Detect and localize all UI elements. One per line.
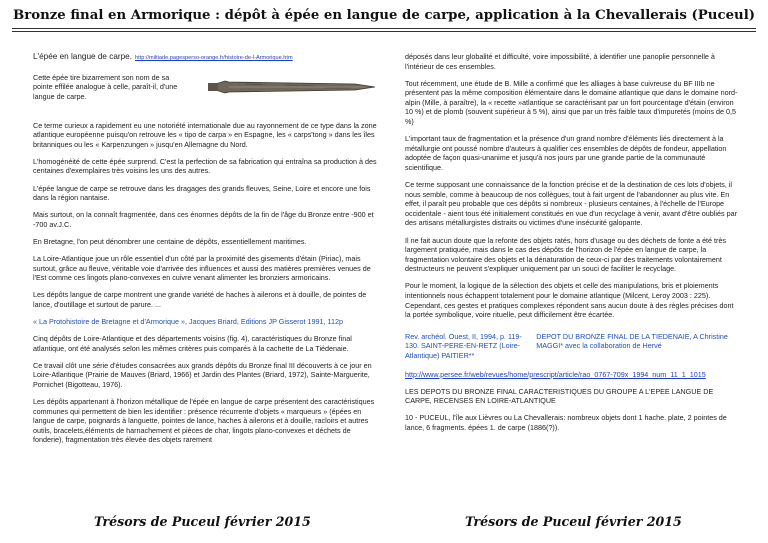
sword-name-paragraph: Cette épée tire bizarrement son nom de sa pointe effilée analogue à celle, paraît-il, d'une langue de carpe. (33, 72, 178, 101)
right-column (405, 52, 741, 440)
term-paragraph: Ce terme curieux a rapidement eu une notoriété internationale due au rayonnement de ce type dans la zone atlantique européenne puisqu'on retrouve les « tipo de carpa » en Espagne, les « carps'tong » dans les îles britanniques ou les « Karpenzungen » jusqu'en Allemagne du Nord. (33, 120, 377, 149)
citation: « La Protohistoire de Bretagne et d'Armorique », Jacques Briard, Editions JP Gisserot 1991, 112p (33, 317, 343, 326)
page-title: Bronze final en Armorique : dépôt à épée en langue de carpe, application à la Chevallerais (Puceul) (12, 8, 756, 23)
reference-title: DEPOT DU BRONZE FINAL DE LA TIEDENAIE, A Christine MAGGI* avec la collaboration de Hervé (536, 331, 728, 351)
title-rule-top (12, 28, 756, 29)
reference-journal: Rev. archéol. Ouest, II, 1994, p. 119-130. SAINT-PERE-EN-RETZ (Loire-Atlantique) PAITIER** (405, 331, 522, 360)
footer-left: Trésors de Puceul février 2015 (94, 514, 311, 529)
puceul-paragraph: 10 - PUCEUL, l'île aux Lièvres ou La Chevallerais: nombreux objets dont 1 hache. plate, 2 pointes de lance, 6 fragments. épées 1. de carpe (1886(?)). (405, 413, 727, 432)
homogeneity-paragraph: L'homogénéité de cette épée surprend. C'est la perfection de sa fabrication qui entraîna sa production à des centaines d'exemplaires très voisins les uns des autres. (33, 156, 377, 176)
fragmented-paragraph: Mais surtout, on la connaît fragmentée, dans ces énormes dépôts de la fin de l'âge du Bronze entre -900 et -700 av.J.C. (33, 210, 374, 229)
loire-paragraph: La Loire-Atlantique joue un rôle essentiel d'un côté par la proximité des gisements d'étain (Piriac), mais surtout, grâce au fleuve, véritable voie d'arrivée des influences et aussi des matières premières venues de l'Est comme ces lingots plano-convexes en cuivre venant alimenter les bronziers armoricains. (33, 254, 371, 283)
cinq-paragraph: Cinq dépôts de Loire-Atlantique et des départements voisins (fig. 4), caractéristiques du Bronze final atlantique, ont été analysés selon les mêmes critères puis comparés à la cachette de La Tiédenaie. (33, 334, 352, 353)
dredging-paragraph: L'épée langue de carpe se retrouve dans les dragages des grands fleuves, Seine, Loire et encore une fois dans la région nantaise. (33, 183, 371, 203)
travail-paragraph: Ce travail clôt une série d'études consacrées aux grands dépôts du Bronze final III découverts à ce jour en Loire-Atlantique (Prairie de Mauves (Briard, 1966) et Jardin des Plantes (Briard, 1972), Sainte-Marguerite, Pornichet (Bigotteau, 1976). (33, 360, 372, 389)
mille-paragraph: Tout récemment, une étude de B. Mille a confirmé que les alliages à base cuivreuse du BF IIIb ne présentent pas la même composition élémentaire dans le domaine atlantique que dans le domaine nord-alpin (Mille, à paraître), la « recette »atlantique se caractérisant par un fort pourcentage d'étain (environ 10 %) et de plomb (souvent supérieur à 5 %), ainsi que par un très faible taux d'impuretés (moins de 0,5 %) (405, 78, 738, 127)
intro-line (33, 52, 377, 64)
persee-link[interactable]: http://www.persee.fr/web/revues/home/prescript/article/rao_0767-709x_1994_num_11_1_1015 (405, 369, 706, 379)
intro-link[interactable]: http://miltiade.pagesperso-orange.fr/histoire-de-l-Armorique.htm (135, 55, 293, 61)
footer-right: Trésors de Puceul février 2015 (465, 514, 682, 529)
depots-title-paragraph: LES DEPOTS DU BRONZE FINAL CARACTERISTIQUES DU GROUPE A L'EPEE LANGUE DE CARPE, RECENSES EN LOIRE-ATLANTIQUE (405, 386, 714, 406)
intro-label: L'épée en langue de carpe. (33, 52, 132, 61)
reference-row (405, 332, 741, 361)
sword-image (205, 67, 377, 107)
title-rule-bottom (12, 31, 756, 32)
continuation-paragraph: déposés dans leur globalité et difficulté, voire impossibilité, à identifier une panoplie personnelle à l'intérieur de ces ensembles. (405, 52, 715, 71)
horizon-paragraph: Les dépôts appartenant à l'horizon métallique de l'épée en langue de carpe présentent des caractéristiques communes qui permettent de bien les identifier : présence récurrente d'objets « marqueurs » (épées en langue de carpe, poignards à languette, pointes de lance, haches à ailerons et à douille, racloirs et autres outils, bracelets,éléments de harnachement et pièces de char, lingots plano-convexes et déchets de fonderie), fragmentation très élevée des objets rarement (33, 397, 375, 445)
left-column (33, 52, 377, 453)
fragmentation-paragraph: L'important taux de fragmentation et la présence d'un grand nombre d'éléments liés directement à la métallurgie ont poussé nombre d'auteurs à qualifier ces ensembles de dépôts de fondeur, appellation adoptée de façon quasi-unanime et jusqu'à nos jours par une grande partie de la communauté scientifique. (405, 134, 727, 172)
sword-figure-block (33, 73, 377, 121)
deposits-paragraph: Les dépôts langue de carpe montrent une grande variété de haches à ailerons et à douille, de pointes de lance, d'outillage et surtout de parure. ... (33, 290, 367, 309)
pour-paragraph: Pour le moment, la logique de la sélection des objets et celle des manipulations, bris et ploiements intentionnels nous échappent totalement pour le domaine atlantique (Milcent, Leroy 2003 : 225). Cependant, ces gestes et pratiques complexes répondent sans aucun doute à des règles précises dont la portée symbolique, voire rituelle, peut difficilement être écartée. (405, 281, 734, 320)
ce-terme-paragraph: Ce terme supposant une connaissance de la fonction précise et de la destination de ces lots d'objets, il nous semble, comme à beaucoup de nos collègues, tout à fait urgent de l'abandonner au plus vite. En effet, il paraît peu probable que ces dépôts si nombreux - plusieurs centaines, à l'échelle de l'Europe occidentale - aient tous été initialement constitués en vue d'un recyclage à venir, avant d'être oubliés par des artisans métallurgistes distraits ou victimes d'une insécurité galopante. (405, 180, 737, 228)
brittany-paragraph: En Bretagne, l'on peut dénombrer une centaine de dépôts, essentiellement maritimes. (33, 236, 307, 246)
refonte-paragraph: Il ne fait aucun doute que la refonte des objets ratés, hors d'usage ou des déchets de fonte a été très largement pratiquée, mais dans le cas des dépôts de l'horizon de l'épée en langue de carpe, la fragmentation volontaire des objets et la dénaturation de ceux-ci par des traitements volontairement destructeurs ne peuvent s'expliquer uniquement par un souci de faciliter le recyclage. (405, 235, 727, 274)
